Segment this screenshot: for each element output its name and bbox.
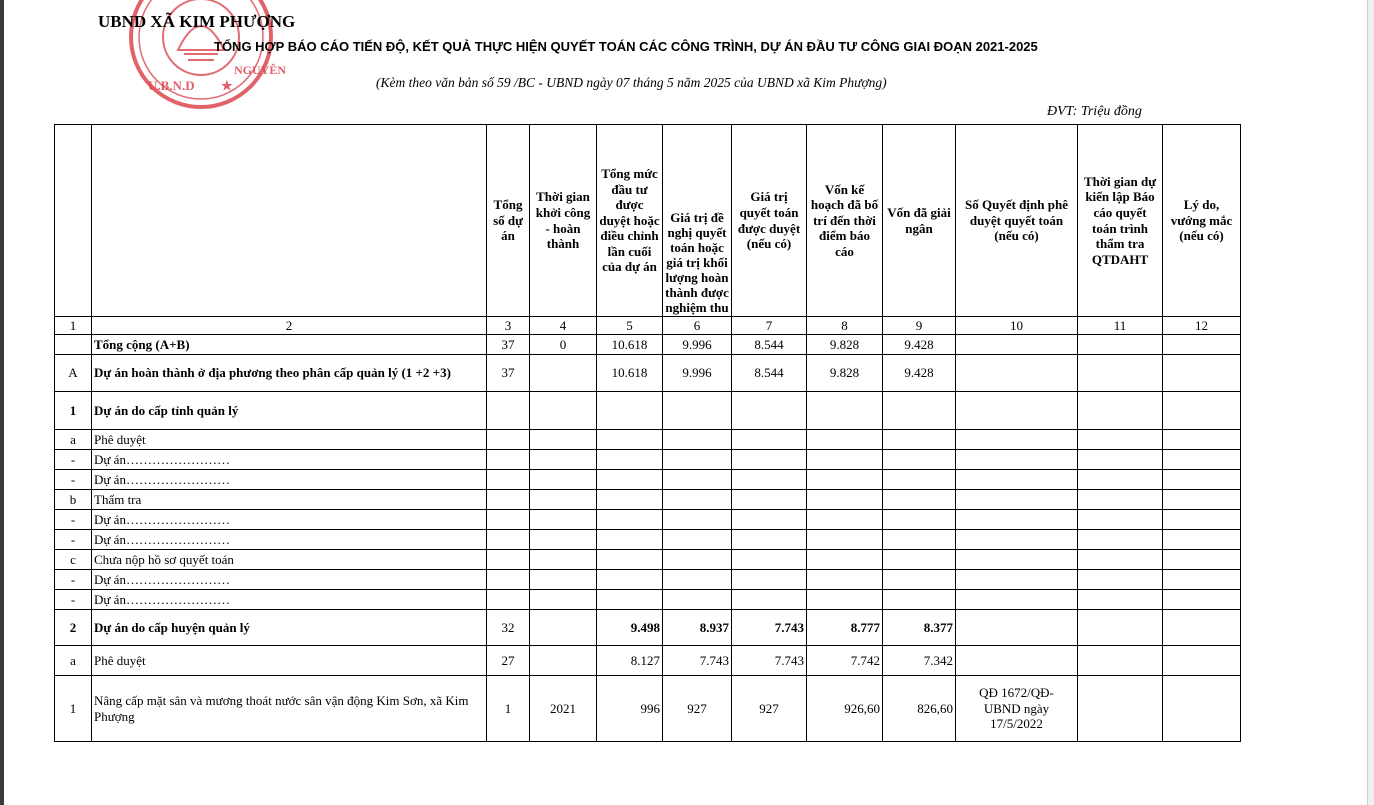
row-stt: a xyxy=(55,430,92,450)
col-number: 7 xyxy=(732,317,807,335)
row-duration: 2021 xyxy=(530,676,597,742)
header-cell-total-projects: Tổng số dự án xyxy=(487,125,530,317)
table-row xyxy=(55,510,1241,530)
table-row xyxy=(55,430,1241,450)
row-stt: b xyxy=(55,490,92,510)
table-row xyxy=(55,646,1241,676)
row-approved-value: 927 xyxy=(732,676,807,742)
unit-label: ĐVT: Triệu đồng xyxy=(1047,104,1142,119)
row-name: Dự án…………………… xyxy=(92,590,487,610)
header-cell-approved-value: Giá trị quyết toán được duyệt (nếu có) xyxy=(732,125,807,317)
row-total-projects: 27 xyxy=(487,646,530,676)
row-disbursed: 8.377 xyxy=(883,610,956,646)
row-name: Phê duyệt xyxy=(92,646,487,676)
row-planned-capital: 8.777 xyxy=(807,610,883,646)
col-number: 1 xyxy=(55,317,92,335)
header-cell-duration: Thời gian khởi công - hoàn thành xyxy=(530,125,597,317)
row-stt: A xyxy=(55,355,92,392)
col-number: 9 xyxy=(883,317,956,335)
row-name: Dự án hoàn thành ở địa phương theo phân cấp quản lý (1 +2 +3) xyxy=(92,355,487,392)
svg-text:★: ★ xyxy=(221,78,233,93)
table-row xyxy=(55,570,1241,590)
total-row xyxy=(55,335,1241,355)
row-proposed-value: 9.996 xyxy=(663,335,732,355)
row-planned-capital: 9.828 xyxy=(807,355,883,392)
row-name: Phê duyệt xyxy=(92,430,487,450)
header-cell-planned-capital: Vốn kế hoạch đã bố trí đến thời điểm báo cáo xyxy=(807,125,883,317)
row-disbursed: 7.342 xyxy=(883,646,956,676)
row-stt: - xyxy=(55,590,92,610)
row-proposed-value: 7.743 xyxy=(663,646,732,676)
header-cell-name xyxy=(92,125,487,317)
table-row xyxy=(55,470,1241,490)
row-name: Dự án…………………… xyxy=(92,450,487,470)
row-total-projects: 1 xyxy=(487,676,530,742)
header-cell-expected-time: Thời gian dự kiến lập Báo cáo quyết toán trình thẩm tra QTDAHT xyxy=(1078,125,1163,317)
row-stt: a xyxy=(55,646,92,676)
column-number-row xyxy=(55,317,1241,335)
section-a-row xyxy=(55,355,1241,392)
col-number: 5 xyxy=(597,317,663,335)
row-duration: 0 xyxy=(530,335,597,355)
row-total-investment: 996 xyxy=(597,676,663,742)
col-number: 4 xyxy=(530,317,597,335)
col-number: 3 xyxy=(487,317,530,335)
table-row xyxy=(55,530,1241,550)
row-stt: 1 xyxy=(55,676,92,742)
svg-text:NGUYÊN: NGUYÊN xyxy=(234,63,287,77)
row-total-investment: 8.127 xyxy=(597,646,663,676)
row-total-projects: 37 xyxy=(487,335,530,355)
row-name: Dự án do cấp huyện quản lý xyxy=(92,610,487,646)
row-stt: - xyxy=(55,470,92,490)
row-approved-value: 7.743 xyxy=(732,646,807,676)
row-name: Dự án…………………… xyxy=(92,510,487,530)
col-number: 10 xyxy=(956,317,1078,335)
header-cell-reason: Lý do, vướng mắc (nếu có) xyxy=(1163,125,1241,317)
row-name: Dự án…………………… xyxy=(92,530,487,550)
row-stt: - xyxy=(55,530,92,550)
col-number: 11 xyxy=(1078,317,1163,335)
row-stt: 2 xyxy=(55,610,92,646)
header-cell-disbursed: Vốn đã giải ngân xyxy=(883,125,956,317)
row-planned-capital: 9.828 xyxy=(807,335,883,355)
row-decision-number: QĐ 1672/QĐ-UBND ngày 17/5/2022 xyxy=(956,676,1078,742)
report-table xyxy=(54,124,1241,742)
table-row xyxy=(55,550,1241,570)
col-number: 8 xyxy=(807,317,883,335)
row-name: Dự án do cấp tỉnh quản lý xyxy=(92,392,487,430)
row-stt: - xyxy=(55,450,92,470)
row-total-investment: 10.618 xyxy=(597,335,663,355)
document-subtitle: (Kèm theo văn bản số 59 /BC - UBND ngày 07 tháng 5 năm 2025 của UBND xã Kim Phượng) xyxy=(376,75,887,90)
row-proposed-value: 927 xyxy=(663,676,732,742)
row-disbursed: 9.428 xyxy=(883,355,956,392)
row-disbursed: 826,60 xyxy=(883,676,956,742)
row-total-investment: 10.618 xyxy=(597,355,663,392)
window-right-edge xyxy=(1367,0,1374,805)
col-number: 12 xyxy=(1163,317,1241,335)
header-cell-total-investment: Tổng mức đầu tư được duyệt hoặc điều chỉnh lần cuối của dự án xyxy=(597,125,663,317)
table-row xyxy=(55,490,1241,510)
header-cell-stt xyxy=(55,125,92,317)
row-approved-value: 7.743 xyxy=(732,610,807,646)
row-total-projects: 37 xyxy=(487,355,530,392)
row-planned-capital: 7.742 xyxy=(807,646,883,676)
row-stt: 1 xyxy=(55,392,92,430)
svg-text:U.B.N.D: U.B.N.D xyxy=(148,78,195,93)
row-stt xyxy=(55,335,92,355)
row-approved-value: 8.544 xyxy=(732,335,807,355)
row-name: Chưa nộp hồ sơ quyết toán xyxy=(92,550,487,570)
row-name: Dự án…………………… xyxy=(92,470,487,490)
col-number: 6 xyxy=(663,317,732,335)
row-total-projects: 32 xyxy=(487,610,530,646)
row-stt: c xyxy=(55,550,92,570)
table-header-row xyxy=(55,125,1241,317)
group-row xyxy=(55,392,1241,430)
row-stt: - xyxy=(55,570,92,590)
row-disbursed: 9.428 xyxy=(883,335,956,355)
row-name: Thẩm tra xyxy=(92,490,487,510)
col-number: 2 xyxy=(92,317,487,335)
table-row xyxy=(55,590,1241,610)
row-name: Nâng cấp mặt sân và mương thoát nước sân vận động Kim Sơn, xã Kim Phượng xyxy=(92,676,487,742)
document-title: TỔNG HỢP BÁO CÁO TIẾN ĐỘ, KẾT QUẢ THỰC HIỆN QUYẾT TOÁN CÁC CÔNG TRÌNH, DỰ ÁN ĐẦU TƯ CÔNG GIAI ĐOẠN 2021-2025 xyxy=(214,39,1038,54)
row-name: Tổng cộng (A+B) xyxy=(92,335,487,355)
row-proposed-value: 8.937 xyxy=(663,610,732,646)
organization-name: UBND XÃ KIM PHƯỢNG xyxy=(98,12,296,31)
row-stt: - xyxy=(55,510,92,530)
group-row xyxy=(55,610,1241,646)
project-row xyxy=(55,676,1241,742)
header-cell-proposed-value: Giá trị đề nghị quyết toán hoặc giá trị khối lượng hoàn thành được nghiệm thu xyxy=(663,125,732,317)
header-cell-decision-number: Số Quyết định phê duyệt quyết toán (nếu có) xyxy=(956,125,1078,317)
row-proposed-value: 9.996 xyxy=(663,355,732,392)
row-name: Dự án…………………… xyxy=(92,570,487,590)
table-row xyxy=(55,450,1241,470)
row-approved-value: 8.544 xyxy=(732,355,807,392)
row-total-investment: 9.498 xyxy=(597,610,663,646)
row-planned-capital: 926,60 xyxy=(807,676,883,742)
